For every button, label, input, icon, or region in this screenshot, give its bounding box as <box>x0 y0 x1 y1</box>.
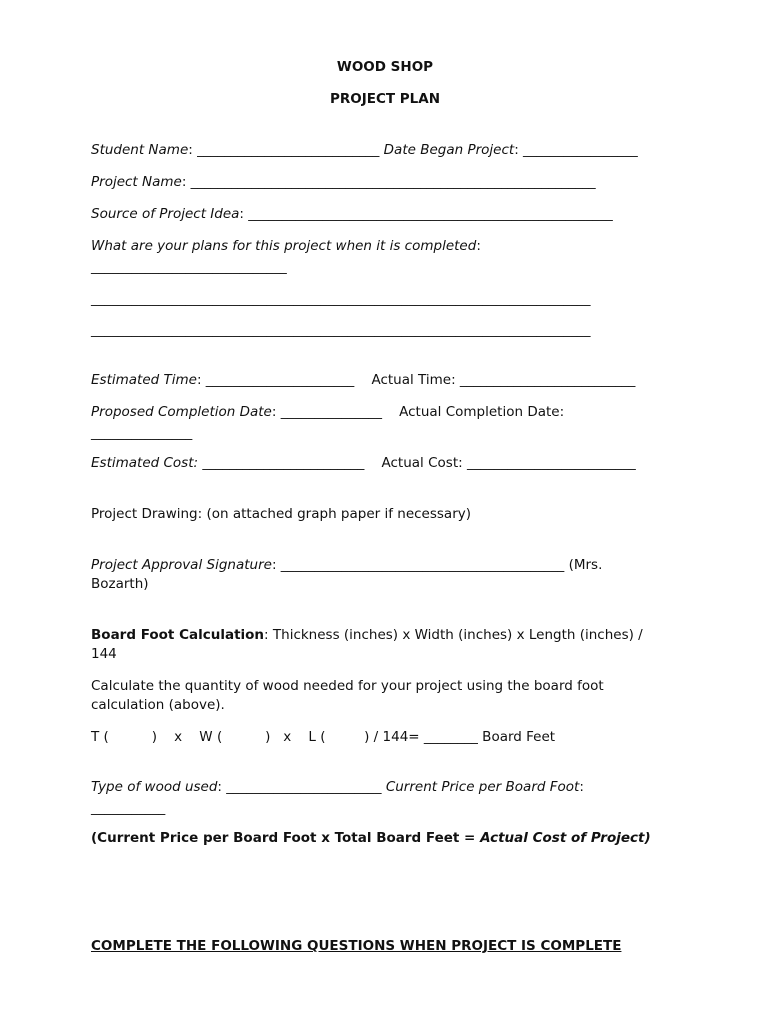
project-name-row <box>91 173 596 191</box>
page-subtitle: PROJECT PLAN <box>329 91 441 107</box>
plans-row <box>91 237 481 255</box>
estimated-cost-label: Estimated Cost: <box>91 455 203 471</box>
date-began-field[interactable]: : _________________ <box>514 142 638 158</box>
instructions-line-1: Calculate the quantity of wood needed for your project using the board foot <box>91 678 604 694</box>
page-title: WOOD SHOP <box>336 59 434 75</box>
proposed-completion-field[interactable]: : _______________ <box>271 404 400 420</box>
estimated-time-field[interactable]: : ______________________ <box>196 372 372 388</box>
date-began-label: Date Began Project <box>383 142 515 158</box>
student-name-label: Student Name <box>91 142 189 158</box>
cost-formula-result: Actual Cost of Project) <box>480 830 651 846</box>
wood-type-label: Type of wood used <box>91 779 218 795</box>
student-name-field[interactable]: : ___________________________ <box>188 142 384 158</box>
instructions-line-2: calculation (above). <box>91 697 225 713</box>
plans-field-1[interactable]: _____________________________ <box>91 259 287 275</box>
cost-formula-prefix: (Current Price per Board Foot x Total Board Feet = <box>91 830 481 846</box>
plans-colon: : <box>476 238 481 254</box>
source-label: Source of Project Idea <box>91 206 240 222</box>
wood-type-row <box>91 778 584 796</box>
approval-label: Project Approval Signature <box>91 557 272 573</box>
source-field[interactable]: : ______________________________________________________ <box>239 206 613 222</box>
questions-heading: COMPLETE THE FOLLOWING QUESTIONS WHEN PROJECT IS COMPLETE <box>91 938 622 954</box>
project-name-label: Project Name <box>91 174 182 190</box>
price-colon: : <box>579 779 584 795</box>
project-drawing-note: Project Drawing: (on attached graph paper if necessary) <box>91 506 472 522</box>
actual-completion-label: Actual Completion Date: <box>399 404 565 420</box>
board-foot-label: Board Foot Calculation <box>91 627 265 643</box>
price-per-board-foot-field[interactable]: ___________ <box>91 800 166 816</box>
price-per-board-foot-label: Current Price per Board Foot <box>385 779 580 795</box>
source-row <box>91 205 613 223</box>
board-foot-formula-end: 144 <box>91 646 117 662</box>
board-foot-equation[interactable]: T ( ) x W ( ) x L ( ) / 144= ________ Board Feet <box>91 729 556 745</box>
proposed-completion-label: Proposed Completion Date <box>91 404 272 420</box>
completion-row <box>91 403 564 421</box>
actual-cost-formula <box>91 829 651 847</box>
estimated-cost-field[interactable]: ________________________ <box>202 455 382 471</box>
actual-time-field[interactable]: Actual Time: __________________________ <box>371 372 636 388</box>
plans-field-2[interactable]: __________________________________________________________________________ <box>91 291 591 307</box>
actual-cost-field[interactable]: Actual Cost: _________________________ <box>381 455 636 471</box>
project-name-field[interactable]: : ____________________________________________________________ <box>181 174 596 190</box>
actual-completion-field[interactable]: _______________ <box>91 425 193 441</box>
board-foot-row <box>91 626 643 644</box>
estimated-time-label: Estimated Time <box>91 372 197 388</box>
wood-type-field[interactable]: : _______________________ <box>217 779 386 795</box>
student-name-row <box>91 141 638 159</box>
approval-name: Bozarth) <box>91 576 149 592</box>
plans-field-3[interactable]: __________________________________________________________________________ <box>91 322 591 338</box>
plans-label: What are your plans for this project when it is completed <box>91 238 477 254</box>
approval-signature-field[interactable]: : __________________________________________ (Mrs. <box>271 557 603 573</box>
board-foot-formula: : Thickness (inches) x Width (inches) x Length (inches) / <box>264 627 643 643</box>
cost-row <box>91 454 636 472</box>
approval-row <box>91 556 602 574</box>
time-row <box>91 371 635 389</box>
